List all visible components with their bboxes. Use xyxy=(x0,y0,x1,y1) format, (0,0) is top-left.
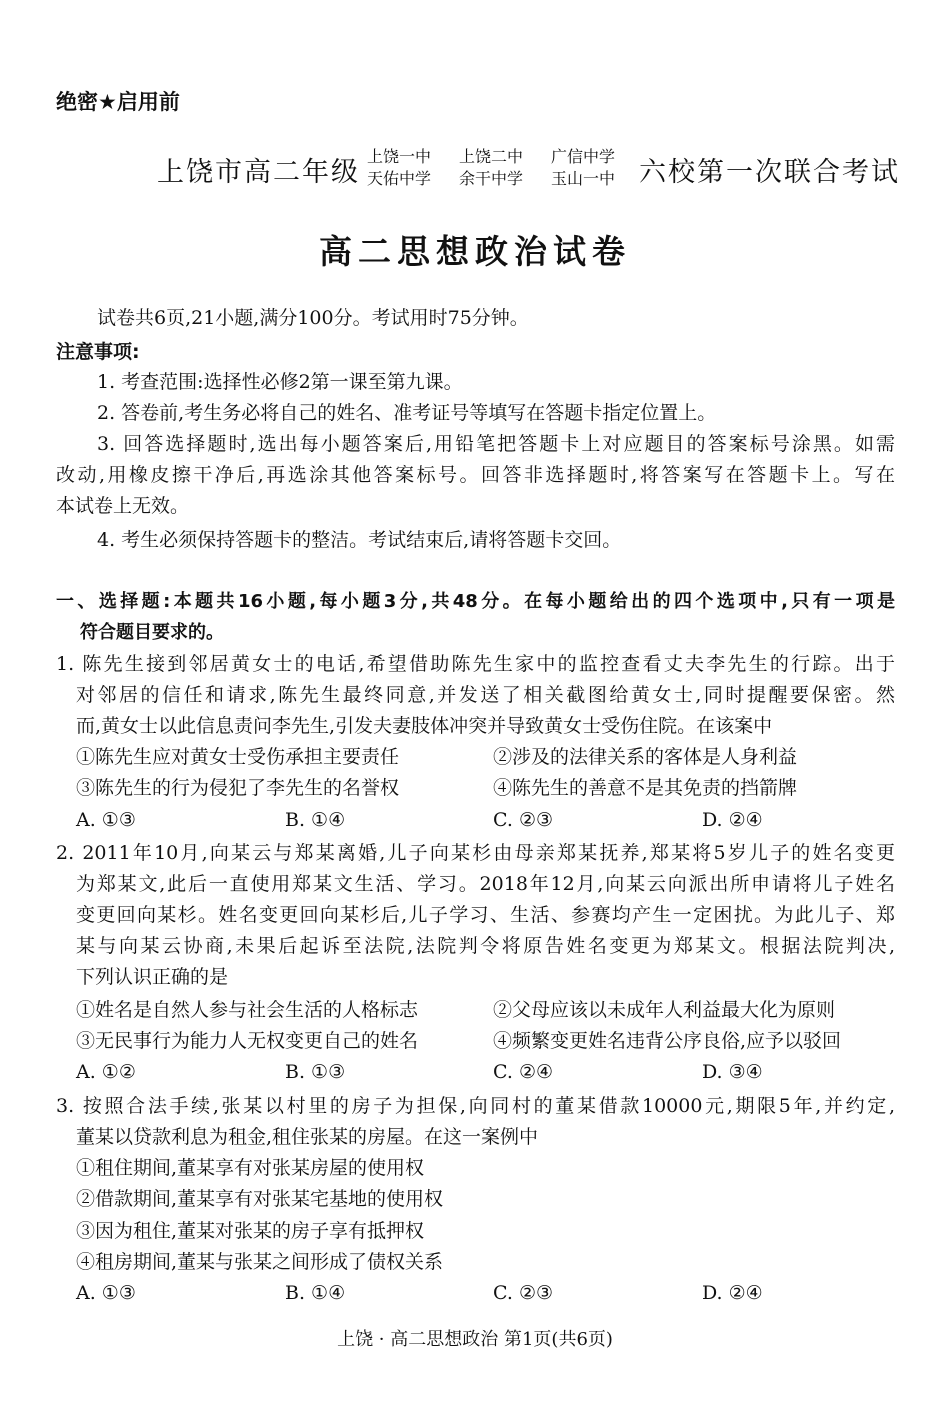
school-list xyxy=(367,140,637,190)
option-d[interactable]: D. ②④ xyxy=(702,1282,763,1304)
question-stem: 为郑某文,此后一直使用郑某文生活、学习。2018年12月,向某云向派出所申请将儿子姓名 xyxy=(76,873,895,895)
exam-name xyxy=(157,140,900,190)
notice-item: 本试卷上无效。 xyxy=(56,495,190,517)
question-stem: 下列认识正确的是 xyxy=(76,966,229,988)
answer-options xyxy=(0,809,950,835)
school-name: 玉山一中 xyxy=(551,169,616,188)
statement: ②父母应该以未成年人利益最大化为原则 xyxy=(493,999,836,1021)
notice-item: 4. 考生必须保持答题卡的整洁。考试结束后,请将答题卡交回。 xyxy=(97,529,622,551)
notice-heading: 注意事项: xyxy=(56,341,140,363)
notice-item: 1. 考查范围:选择性必修2第一课至第九课。 xyxy=(97,371,463,393)
statement: ①租住期间,董某享有对张某房屋的使用权 xyxy=(76,1157,425,1179)
question-stem: 3. 按照合法手续,张某以村里的房子为担保,向同村的董某借款10000元,期限5年,并约定, xyxy=(56,1095,895,1117)
statement: ③陈先生的行为侵犯了李先生的名誉权 xyxy=(76,777,400,799)
option-b[interactable]: B. ①④ xyxy=(285,809,346,831)
school-name: 上饶一中 xyxy=(367,147,432,166)
statement: ③无民事行为能力人无权变更自己的姓名 xyxy=(76,1030,419,1052)
question-stem: 某与向某云协商,未果后起诉至法院,法院判令将原告姓名变更为郑某文。根据法院判决, xyxy=(76,935,895,957)
option-d[interactable]: D. ②④ xyxy=(702,809,763,831)
question-stem: 2. 2011年10月,向某云与郑某离婚,儿子向某杉由母亲郑某抚养,郑某将5岁儿子的姓名变更 xyxy=(56,842,895,864)
notice-item: 改动,用橡皮擦干净后,再选涂其他答案标号。回答非选择题时,将答案写在答题卡上。写在 xyxy=(56,464,895,486)
school-name: 上饶二中 xyxy=(459,147,524,166)
question-stem: 对邻居的信任和请求,陈先生最终同意,并发送了相关截图给黄女士,同时提醒要保密。然 xyxy=(76,684,895,706)
option-c[interactable]: C. ②④ xyxy=(493,1061,554,1083)
question-stem: 变更回向某杉。姓名变更回向某杉后,儿子学习、生活、参赛均产生一定困扰。为此儿子、郑 xyxy=(76,904,895,926)
confidential-label: 绝密★启用前 xyxy=(56,90,180,114)
question-stem: 1. 陈先生接到邻居黄女士的电话,希望借助陈先生家中的监控查看丈夫李先生的行踪。出于 xyxy=(56,653,895,675)
question-stem: 而,黄女士以此信息责问李先生,引发夫妻肢体冲突并导致黄女士受伤住院。在该案中 xyxy=(76,715,773,737)
exam-info: 试卷共6页,21小题,满分100分。考试用时75分钟。 xyxy=(97,307,529,329)
question-stem: 董某以贷款利息为租金,租住张某的房屋。在这一案例中 xyxy=(76,1126,539,1148)
option-c[interactable]: C. ②③ xyxy=(493,1282,554,1304)
answer-options xyxy=(0,1061,950,1087)
school-name: 天佑中学 xyxy=(367,169,432,188)
notice-item: 2. 答卷前,考生务必将自己的姓名、准考证号等填写在答题卡指定位置上。 xyxy=(97,402,717,424)
statement: ④频繁变更姓名违背公序良俗,应予以驳回 xyxy=(493,1030,842,1052)
section-heading-cont: 符合题目要求的。 xyxy=(80,622,224,643)
statement: ①陈先生应对黄女士受伤承担主要责任 xyxy=(76,746,400,768)
statement: ②借款期间,董某享有对张某宅基地的使用权 xyxy=(76,1188,444,1210)
statement: ④租房期间,董某与张某之间形成了债权关系 xyxy=(76,1251,444,1273)
statement: ④陈先生的善意不是其免责的挡箭牌 xyxy=(493,777,798,799)
statement: ③因为租住,董某对张某的房子享有抵押权 xyxy=(76,1220,425,1242)
option-c[interactable]: C. ②③ xyxy=(493,809,554,831)
statement: ①姓名是自然人参与社会生活的人格标志 xyxy=(76,999,419,1021)
exam-suffix: 六校第一次联合考试 xyxy=(639,157,900,188)
notice-item: 3. 回答选择题时,选出每小题答案后,用铅笔把答题卡上对应题目的答案标号涂黑。如需 xyxy=(97,433,895,455)
section-heading: 一、选择题:本题共16小题,每小题3分,共48分。在每小题给出的四个选项中,只有一项是 xyxy=(56,591,895,612)
exam-prefix: 上饶市高二年级 xyxy=(157,157,360,188)
option-a[interactable]: A. ①③ xyxy=(76,809,136,831)
option-b[interactable]: B. ①④ xyxy=(285,1282,346,1304)
option-d[interactable]: D. ③④ xyxy=(702,1061,763,1083)
page-title: 高二思想政治试卷 xyxy=(319,232,631,271)
answer-options xyxy=(0,1282,950,1308)
school-name: 余干中学 xyxy=(459,169,524,188)
school-name: 广信中学 xyxy=(551,147,616,166)
option-a[interactable]: A. ①② xyxy=(76,1061,136,1083)
option-b[interactable]: B. ①③ xyxy=(285,1061,346,1083)
option-a[interactable]: A. ①③ xyxy=(76,1282,136,1304)
statement: ②涉及的法律关系的客体是人身利益 xyxy=(493,746,798,768)
page-footer: 上饶 · 高二思想政治 第1页(共6页) xyxy=(337,1329,613,1350)
